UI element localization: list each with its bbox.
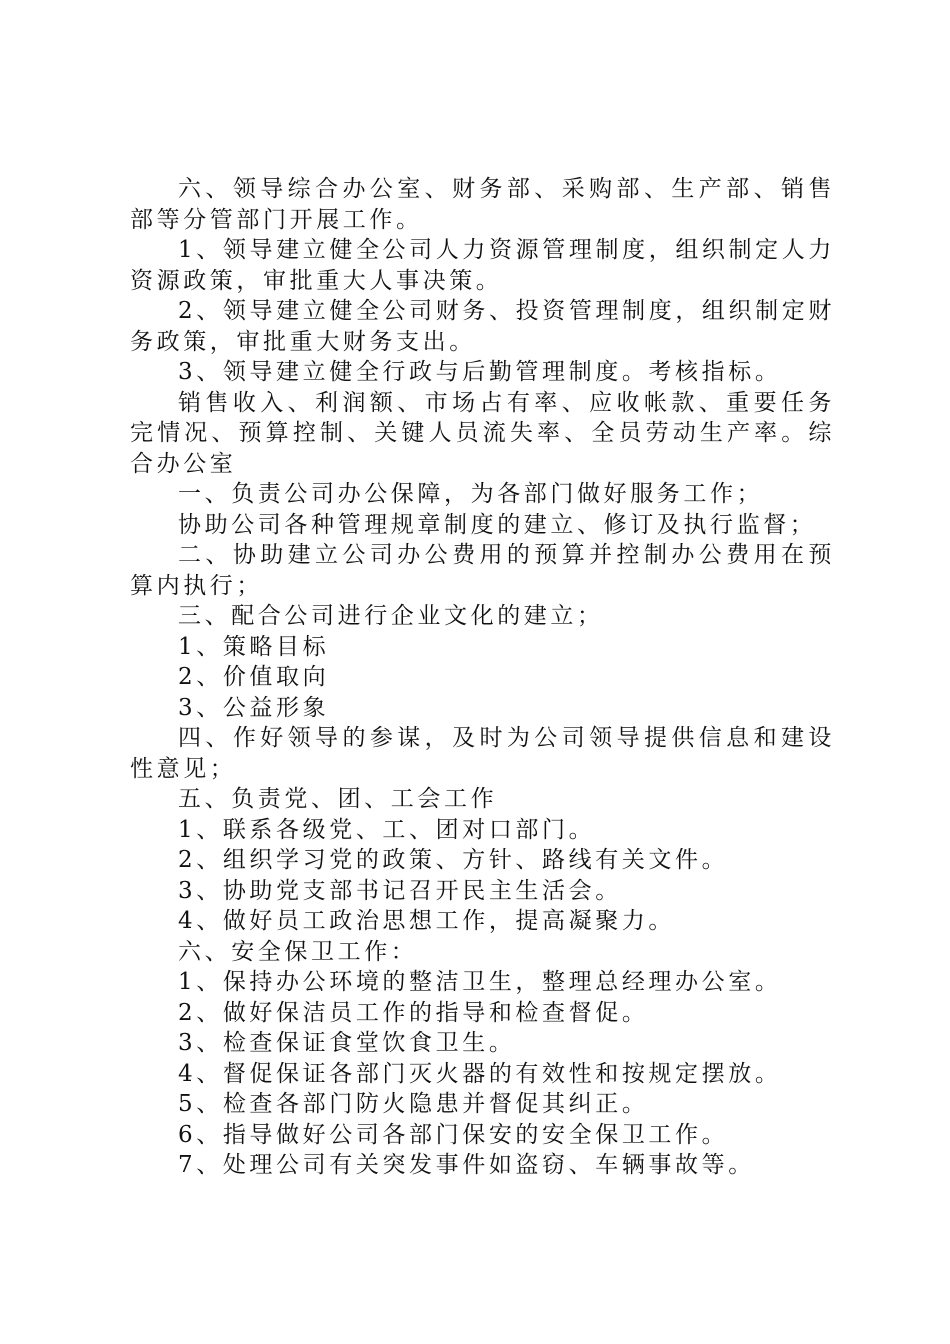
paragraph: 3、公益形象 [178, 694, 330, 721]
paragraph: 六、领导综合办公室、财务部、采购部、生产部、销售部等分管部门开展工作。 [130, 176, 835, 233]
paragraph: 3、检查保证食堂饮食卫生。 [178, 1030, 516, 1056]
paragraph: 2、组织学习党的政策、方针、路线有关文件。 [178, 847, 729, 873]
paragraph: 5、检查各部门防火隐患并督促其纠正。 [178, 1091, 649, 1117]
paragraph: 2、领导建立健全公司财务、投资管理制度，组织制定财务政策，审批重大财务支出。 [130, 298, 835, 355]
paragraph: 三、配合公司进行企业文化的建立； [178, 603, 604, 629]
paragraph: 1、领导建立健全公司人力资源管理制度，组织制定人力资源政策，审批重大人事决策。 [130, 237, 835, 294]
paragraph: 销售收入、利润额、市场占有率、应收帐款、重要任务完情况、预算控制、关键人员流失率、全员劳动生产率。综合办公室 [130, 389, 835, 477]
paragraph: 六、安全保卫工作： [178, 938, 418, 965]
paragraph: 4、做好员工政治思想工作，提高凝聚力。 [178, 908, 676, 934]
paragraph: 协助公司各种管理规章制度的建立、修订及执行监督； [178, 511, 817, 538]
paragraph: 4、督促保证各部门灭火器的有效性和按规定摆放。 [178, 1060, 782, 1087]
paragraph: 7、处理公司有关突发事件如盗窃、车辆事故等。 [178, 1152, 755, 1178]
paragraph: 五、负责党、团、工会工作 [178, 786, 498, 812]
document-body [130, 174, 835, 1181]
paragraph: 一、负责公司办公保障，为各部门做好服务工作； [178, 481, 764, 507]
paragraph: 二、协助建立公司办公费用的预算并控制办公费用在预算内执行； [130, 542, 835, 599]
paragraph: 1、保持办公环境的整洁卫生，整理总经理办公室。 [178, 969, 782, 995]
paragraph: 1、联系各级党、工、团对口部门。 [178, 816, 596, 843]
paragraph: 3、协助党支部书记召开民主生活会。 [178, 877, 622, 904]
paragraph: 3、领导建立健全行政与后勤管理制度。考核指标。 [178, 359, 782, 385]
paragraph: 2、做好保洁员工作的指导和检查督促。 [178, 999, 649, 1026]
paragraph: 四、作好领导的参谋，及时为公司领导提供信息和建设性意见； [130, 725, 835, 782]
paragraph: 1、策略目标 [178, 633, 330, 660]
paragraph: 2、价值取向 [178, 664, 330, 690]
paragraph: 6、指导做好公司各部门保安的安全保卫工作。 [178, 1121, 729, 1148]
